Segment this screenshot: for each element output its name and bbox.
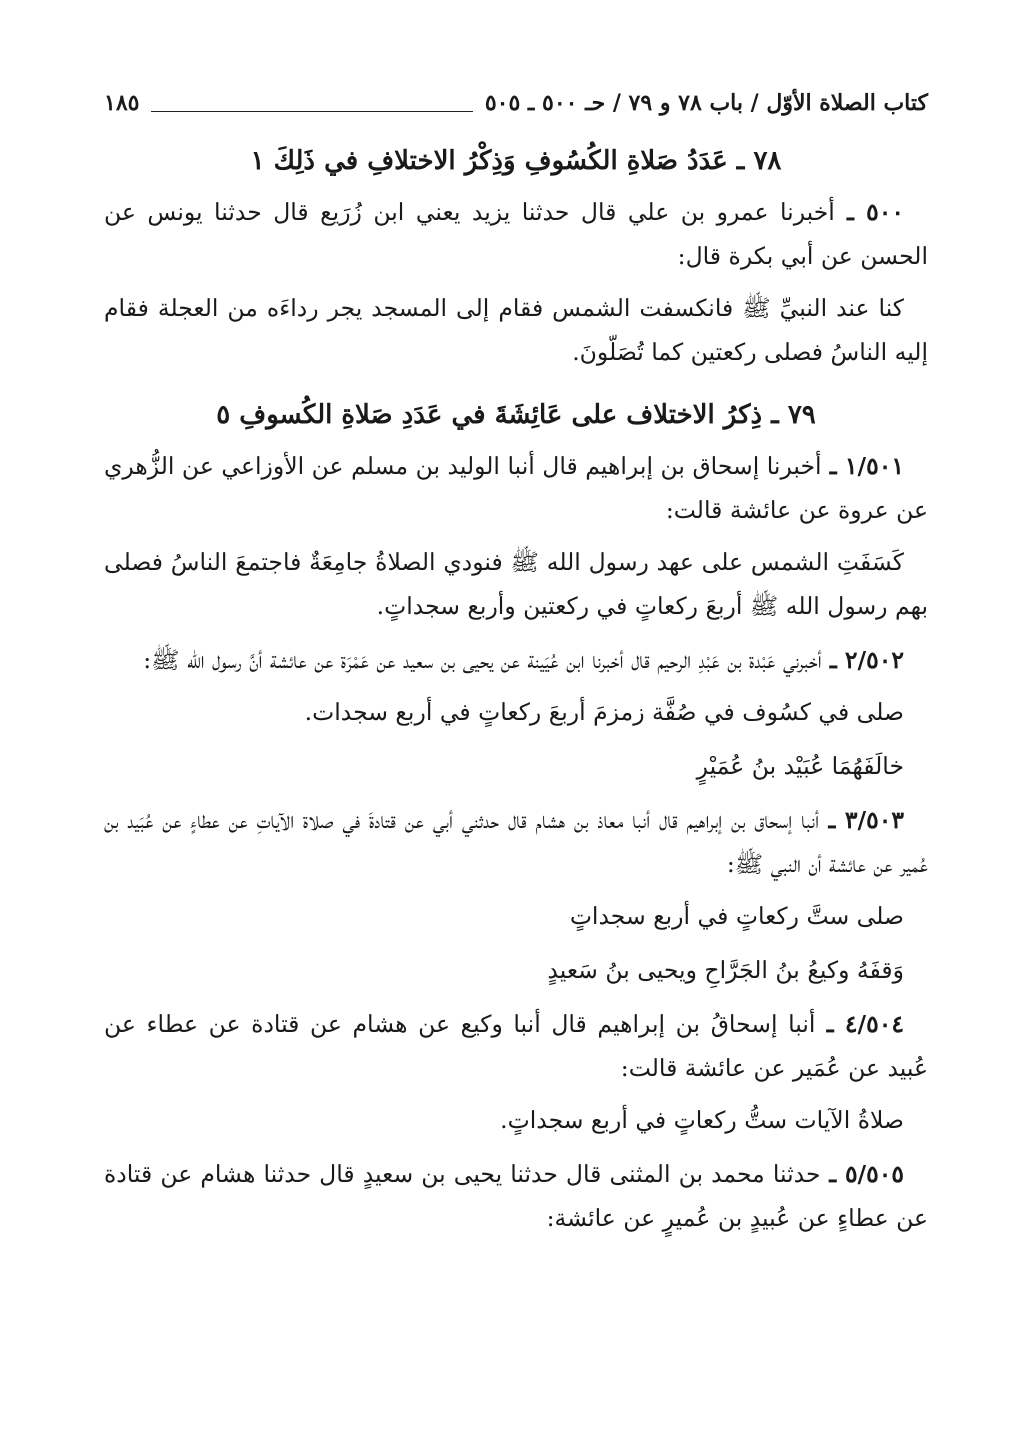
hadith-500-isnad: ٥٠٠ ـ أخبرنا عمرو بن علي قال حدثنا يزيد يعني ابن زُرَيع قال حدثنا يونس عن الحسن عن أبي بكرة قال: bbox=[104, 198, 928, 270]
hadith-503-note: وَقفَهُ وكيعُ بنُ الجَرَّاحِ ويحيى بنُ سَعيدٍ bbox=[547, 956, 904, 984]
section-78-heading: ٧٨ ـ عَدَدُ صَلاةِ الكُسُوفِ وَذِكْرُ الاختلافِ في ذَلِكَ ١ bbox=[250, 146, 782, 176]
hadith-504-isnad: ٤/٥٠٤ ـ أنبا إسحاقُ بن إبراهيم قال أنبا وكيع عن هشام عن قتادة عن عطاء عن عُبيد عن عُمَير عن عائشة قالت: bbox=[104, 1010, 928, 1082]
hadith-502-matn: صلى في كسُوف في صُفَّة زمزمَ أربعَ ركعاتٍ في أربع سجدات. bbox=[304, 698, 904, 726]
running-header bbox=[104, 86, 928, 120]
hadith-505-number: ٥/٥٠٥ bbox=[844, 1160, 905, 1188]
hadith-501-matn: كَسَفَتِ الشمس على عهد رسول الله ﷺ فنودي الصلاةُ جامِعَةٌ فاجتمعَ الناسُ فصلى بهم رسول الله ﷺ أربعَ ركعاتٍ في ركعتين وأربع سجداتٍ. bbox=[104, 548, 928, 620]
hadith-501-isnad-text: أخبرنا إسحاق بن إبراهيم قال أنبا الوليد بن مسلم عن الأوزاعي عن الزُّهري عن عروة عن عائشة قالت: bbox=[104, 452, 928, 524]
hadith-501-number: ١/٥٠١ bbox=[844, 452, 904, 480]
hadith-500-isnad-text: أخبرنا عمرو بن علي قال حدثنا يزيد يعني ابن زُرَيع قال حدثنا يونس عن الحسن عن أبي بكرة قال: bbox=[104, 198, 928, 270]
hadith-504-number: ٤/٥٠٤ bbox=[844, 1010, 904, 1038]
hadith-503-number: ٣/٥٠٣ bbox=[844, 806, 904, 834]
running-head-title: كتاب الصلاة الأوّل / باب ٧٨ و ٧٩ / حـ ٥٠٠ ـ ٥٠٥ bbox=[484, 90, 928, 116]
hadith-500-matn: كنا عند النبيِّ ﷺ فانكسفت الشمس فقام إلى المسجد يجر رداءَه من العجلة فقام إليه الناسُ فصلى ركعتين كما تُصَلّونَ. bbox=[104, 294, 928, 366]
page-number: ١٨٥ bbox=[104, 90, 140, 116]
hadith-502-note: خالَفَهُمَا عُبَيْد بنُ عُمَيْرٍ bbox=[696, 752, 904, 780]
header-rule bbox=[151, 111, 472, 112]
hadith-503-isnad-text: أنبا إسحاق بن إبراهيم قال أنبا معاذ بن هشام قال حدثني أبي عن قتادةَ في صلاة الآياتِ عن عطاءٍ عن عُبَيد بن عُمير عن عائشة أن النبي ﷺ: bbox=[104, 806, 928, 878]
hadith-502-isnad: ٢/٥٠٢ ـ أخبرني عَبْدة بن عَبْدِ الرحيم قال أخبرنا ابن عُيَينة عن يحيى بن سعيد عن عَمْرَة عن عائشة أنَّ رسول الله ﷺ: bbox=[143, 646, 904, 674]
hadith-502-number: ٢/٥٠٢ bbox=[844, 646, 904, 674]
hadith-504-isnad-text: أنبا إسحاقُ بن إبراهيم قال أنبا وكيع عن هشام عن قتادة عن عطاء عن عُبيد عن عُمَير عن عائشة قالت: bbox=[104, 1010, 928, 1082]
hadith-503-isnad: ٣/٥٠٣ ـ أنبا إسحاق بن إبراهيم قال أنبا معاذ بن هشام قال حدثني أبي عن قتادةَ في صلاة الآياتِ عن عطاءٍ عن عُبَيد بن عُمير عن عائشة أن النبي ﷺ: bbox=[104, 806, 928, 878]
hadith-502-isnad-text: أخبرني عَبْدة بن عَبْدِ الرحيم قال أخبرنا ابن عُيَينة عن يحيى بن سعيد عن عَمْرَة عن عائشة أنَّ رسول الله ﷺ: bbox=[143, 646, 822, 674]
hadith-505-isnad-text: حدثنا محمد بن المثنى قال حدثنا يحيى بن سعيدٍ قال حدثنا هشام عن قتادة عن عطاءٍ عن عُبيدٍ بن عُميرٍ عن عائشة: bbox=[104, 1160, 928, 1232]
book-page bbox=[104, 86, 928, 1248]
hadith-500-number: ٥٠٠ bbox=[866, 198, 904, 226]
section-79-heading: ٧٩ ـ ذِكرُ الاختلاف على عَائِشَةَ في عَدَدِ صَلاةِ الكُسوفِ ٥ bbox=[216, 400, 816, 430]
hadith-505-isnad: ٥/٥٠٥ ـ حدثنا محمد بن المثنى قال حدثنا يحيى بن سعيدٍ قال حدثنا هشام عن قتادة عن عطاءٍ عن عُبيدٍ بن عُميرٍ عن عائشة: bbox=[104, 1160, 928, 1232]
hadith-503-matn: صلى ستَّ ركعاتٍ في أربع سجداتٍ bbox=[569, 902, 904, 930]
hadith-501-isnad: ١/٥٠١ ـ أخبرنا إسحاق بن إبراهيم قال أنبا الوليد بن مسلم عن الأوزاعي عن الزُّهري عن عروة عن عائشة قالت: bbox=[104, 452, 928, 524]
hadith-504-matn: صلاةُ الآيات ستُّ ركعاتٍ في أربع سجداتٍ. bbox=[500, 1106, 904, 1134]
